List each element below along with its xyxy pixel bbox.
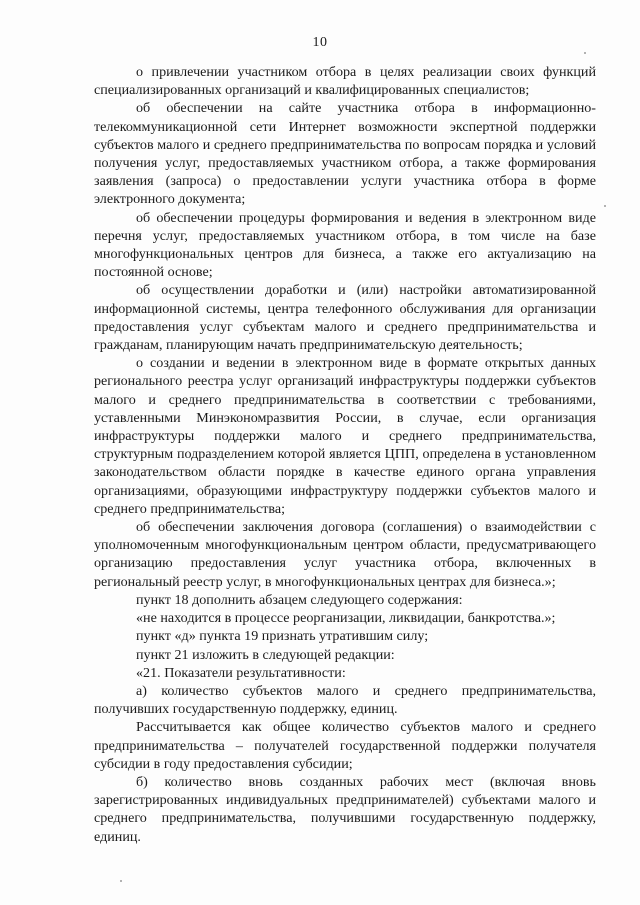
paragraph-calculation: Рассчитывается как общее количество субъектов малого и среднего предпринимательства – получателей государственной поддержки получателя субсидии в году предоставления субсидии;: [94, 719, 596, 772]
paragraph-indicators-heading: «21. Показатели результативности:: [136, 664, 346, 681]
paragraph-indicator-a: а) количество субъектов малого и среднего предпринимательства, получивших государственную поддержку, единиц.: [94, 682, 596, 718]
paragraph-mfc-agreement: об обеспечении заключения договора (соглашения) о взаимодействии с уполномоченным многофункциональным центром области, предусматривающего организацию предоставления услуг участника отбора, включенных в региональный реестр услуг, в многофункциональных центрах для бизнеса.»;: [94, 519, 596, 590]
scan-speck: [604, 205, 606, 207]
paragraph-services-list: об обеспечении процедуры формирования и ведения в электронном виде перечня услуг, предоставляемых участником отбора, в том числе на базе многофункциональных центров для бизнеса, а также его актуализацию на постоянной основе;: [94, 209, 596, 281]
document-body: [94, 63, 596, 846]
paragraph-indicator-b: б) количество вновь созданных рабочих мест (включая вновь зарегистрированных индивидуальных предпринимателей) субъектами малого и среднего предпринимательства, получившими государственную поддержку, единиц.: [94, 773, 596, 845]
page-number: 10: [312, 35, 328, 50]
paragraph-item-19: пункт «д» пункта 19 признать утратившим силу;: [136, 628, 429, 645]
paragraph-automated-system: об осуществлении доработки и (или) настройки автоматизированной информационной системы, центра телефонного обслуживания для организации предоставления услуг субъектам малого и среднего предпринимательства и гражданам, планирующим начать предпринимательскую деятельность;: [94, 282, 596, 354]
paragraph-no-reorganization: «не находится в процессе реорганизации, ликвидации, банкротства.»;: [136, 610, 556, 627]
paragraph-regional-registry: о создании и ведении в электронном виде в формате открытых данных регионального реестра услуг организаций инфраструктуры поддержки субъектов малого и среднего предпринимательства в соответствии с требованиями, уставленными Минэкономразвития России, в случае, если организация инфраструктуры поддержки малого и среднего предпринимательства, структурным подразделением которой является ЦПП, определена в установленном законодательством области порядке в качестве единого органа управления организациями, образующими инфраструктуру поддержки субъектов малого и среднего предпринимательства;: [94, 355, 596, 517]
paragraph-website-support: об обеспечении на сайте участника отбора в информационно-телекоммуникационной сети Интернет возможности экспертной поддержки субъектов малого и среднего предпринимательства по вопросам порядка и условий получения услуг, предоставляемых участником отбора, а также формирования заявления (запроса) о предоставлении услуги участника отбора в форме электронного документа;: [94, 100, 596, 208]
scan-speck: [584, 52, 586, 54]
paragraph-item-18: пункт 18 дополнить абзацем следующего содержания:: [136, 591, 463, 608]
scan-speck: [120, 880, 122, 882]
paragraph-specialists: о привлечении участником отбора в целях реализации своих функций специализированных организаций и квалифицированных специалистов;: [94, 64, 596, 99]
paragraph-item-21: пункт 21 изложить в следующей редакции:: [136, 646, 395, 663]
